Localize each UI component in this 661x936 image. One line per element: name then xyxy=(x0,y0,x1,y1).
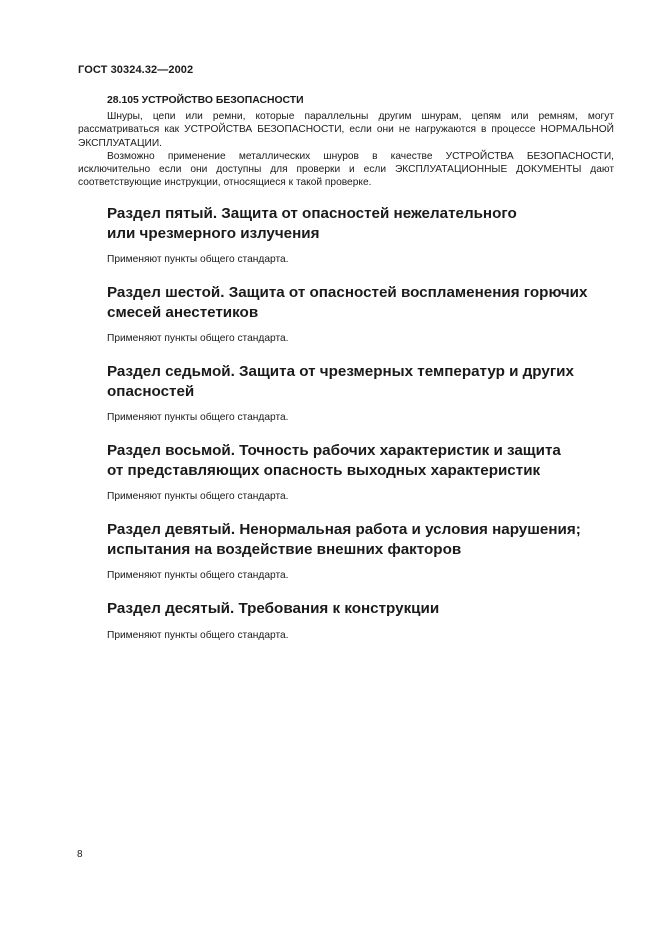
section-nine xyxy=(107,520,607,582)
section-seven xyxy=(107,362,607,424)
section-text: Применяют пункты общего стандарта. xyxy=(107,570,289,581)
section-text: Применяют пункты общего стандарта. xyxy=(107,491,289,502)
document-header: ГОСТ 30324.32—2002 xyxy=(78,64,194,76)
section-heading: Раздел десятый. Требования к конструкции xyxy=(107,600,440,617)
section-heading: Раздел шестой. Защита от опасностей воспламенения горючих смесей анестетиков xyxy=(107,284,588,321)
section-heading: Раздел девятый. Ненормальная работа и условия нарушения; испытания на воздействие внешних факторов xyxy=(107,521,581,558)
section-text: Применяют пункты общего стандарта. xyxy=(107,412,289,423)
section-text: Применяют пункты общего стандарта. xyxy=(107,333,289,344)
section-text: Применяют пункты общего стандарта. xyxy=(107,254,289,265)
section-five xyxy=(107,204,607,266)
clause-paragraph: Возможно применение металлических шнуров в качестве УСТРОЙСТВА БЕЗОПАСНОСТИ, исключительно если они доступны для проверки и если ЭКСПЛУАТАЦИОННЫЕ ДОКУМЕНТЫ дают соответствующие инструкции, относящиеся к такой проверке. xyxy=(78,150,614,189)
section-heading: Раздел пятый. Защита от опасностей нежелательного или чрезмерного излучения xyxy=(107,205,517,242)
sections-list xyxy=(107,204,607,642)
page-number: 8 xyxy=(77,849,83,860)
section-eight xyxy=(107,441,607,503)
section-heading: Раздел восьмой. Точность рабочих характеристик и защита от представляющих опасность выходных характеристик xyxy=(107,442,561,479)
section-ten xyxy=(107,599,607,642)
section-text: Применяют пункты общего стандарта. xyxy=(107,629,289,641)
clause-28-105 xyxy=(78,94,614,189)
section-heading: Раздел седьмой. Защита от чрезмерных температур и других опасностей xyxy=(107,363,574,400)
section-six xyxy=(107,283,607,345)
clause-title: 28.105 УСТРОЙСТВО БЕЗОПАСНОСТИ xyxy=(107,95,304,106)
clause-paragraph: Шнуры, цепи или ремни, которые параллельны другим шнурам, цепям или ремням, могут рассматриваться как УСТРОЙСТВА БЕЗОПАСНОСТИ, если они не нагружаются в процессе НОРМАЛЬНОЙ ЭКСПЛУАТАЦИИ. xyxy=(78,111,614,149)
